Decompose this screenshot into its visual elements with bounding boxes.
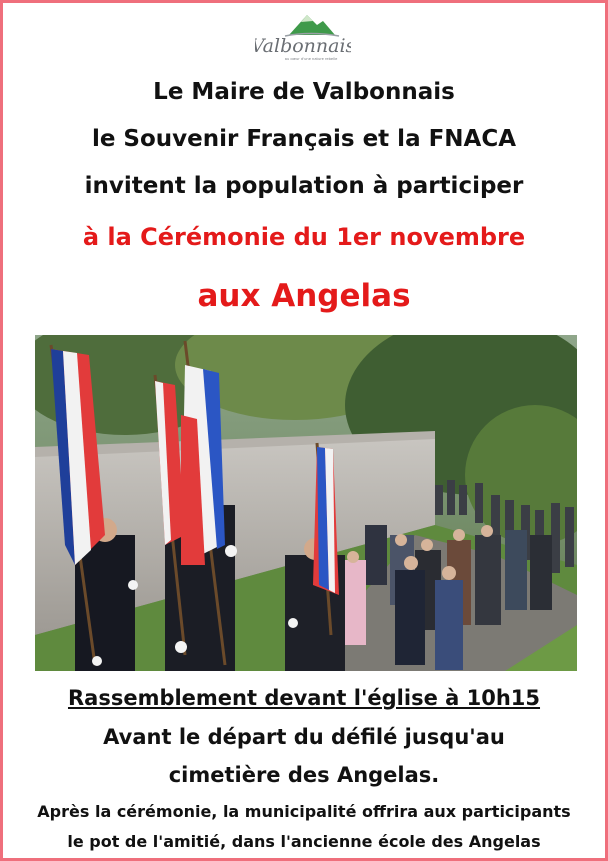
ceremony-title: à la Cérémonie du 1er novembre xyxy=(82,223,526,251)
valbonnais-logo xyxy=(255,9,351,63)
meeting-time-text: Rassemblement devant l'église à 10h15 xyxy=(67,686,541,710)
location-title: aux Angelas xyxy=(197,278,411,314)
procession-text: Avant le départ du défilé jusqu'au xyxy=(103,725,505,749)
destination-text: cimetière des Angelas. xyxy=(168,763,440,787)
heading-line-1: Le Maire de Valbonnais xyxy=(153,79,455,105)
ceremony-procession-photo xyxy=(35,335,577,671)
heading-line-3: invitent la population à participer xyxy=(84,173,524,199)
reception-text-2: le pot de l'amitié, dans l'ancienne école des Angelas xyxy=(67,832,541,851)
heading-line-2: le Souvenir Français et la FNACA xyxy=(91,126,517,152)
mountain-logo-icon xyxy=(255,9,351,63)
logo-wordmark: Valbonnais xyxy=(255,35,351,57)
logo-tagline: au cœur d'une nature rebelle xyxy=(284,57,338,61)
reception-text-1: Après la cérémonie, la municipalité offrira aux participants xyxy=(37,802,571,821)
